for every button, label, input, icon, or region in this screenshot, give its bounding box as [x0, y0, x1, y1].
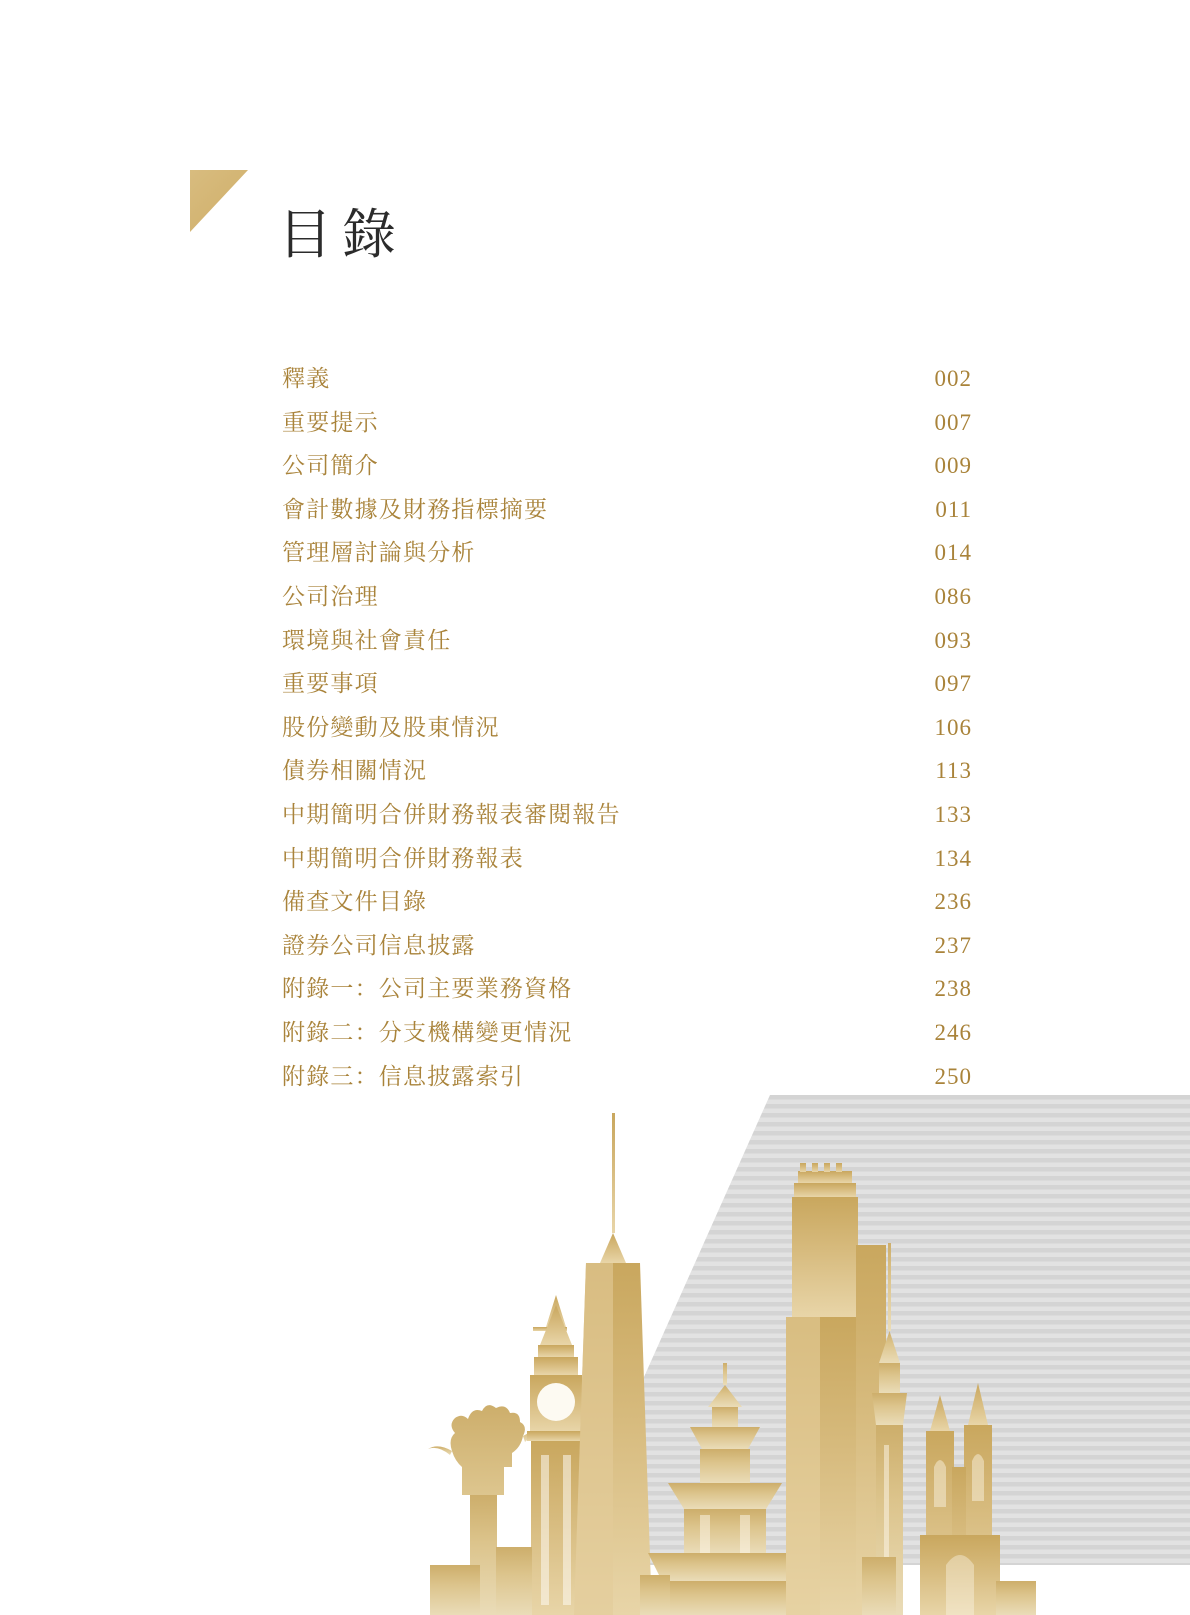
toc-entry-page: 113: [935, 758, 972, 784]
toc-entry[interactable]: [282, 491, 972, 535]
toc-entry-label: 環境與社會責任: [282, 627, 452, 653]
toc-entry-label: 重要事項: [282, 671, 379, 697]
toc-entry[interactable]: [282, 970, 972, 1014]
toc-entry-page: 086: [934, 583, 972, 609]
toc-entry-label: 釋義: [282, 366, 331, 391]
toc-entry-page: 237: [934, 932, 972, 958]
toc-entry-label: 重要提示: [282, 409, 379, 435]
toc-entry-label: 公司治理: [282, 583, 379, 609]
toc-entry-page: 133: [934, 801, 972, 827]
toc-entry[interactable]: [282, 840, 972, 884]
toc-entry-page: 250: [934, 1063, 972, 1089]
baobab-tree-icon: [428, 1405, 549, 1615]
grey-wedge: [540, 1095, 1190, 1565]
title-block: [190, 170, 406, 265]
toc-entry[interactable]: [282, 404, 972, 448]
toc-entry-page: 097: [934, 671, 972, 697]
toc-entry[interactable]: [282, 927, 972, 971]
table-of-contents: [282, 360, 972, 1101]
toc-entry[interactable]: [282, 752, 972, 796]
clock-tower-icon: [527, 1295, 585, 1615]
page-title: 目錄: [278, 205, 406, 265]
toc-entry-page: 011: [935, 496, 972, 522]
toc-entry-label: 證券公司信息披露: [282, 932, 476, 958]
toc-entry-label: 公司簡介: [282, 453, 379, 479]
needle-tower-icon: [872, 1243, 907, 1615]
toc-entry[interactable]: [282, 1014, 972, 1058]
toc-entry-page: 009: [934, 453, 972, 479]
toc-entry[interactable]: [282, 1058, 972, 1102]
toc-entry-label: 中期簡明合併財務報表: [282, 845, 524, 871]
toc-entry[interactable]: [282, 883, 972, 927]
toc-entry-label: 附錄三：信息披露索引: [282, 1063, 524, 1089]
toc-entry-label: 備查文件目錄: [282, 889, 428, 915]
toc-entry-label: 附錄一：公司主要業務資格: [282, 976, 573, 1002]
toc-entry-page: 106: [934, 714, 972, 740]
toc-entry-label: 債券相關情況: [282, 758, 428, 784]
toc-entry-label: 中期簡明合併財務報表審閱報告: [282, 801, 621, 827]
toc-entry-label: 管理層討論與分析: [282, 540, 476, 566]
toc-entry-page: 014: [934, 540, 972, 566]
toc-entry[interactable]: [282, 665, 972, 709]
toc-entry[interactable]: [282, 578, 972, 622]
toc-entry-page: 134: [934, 845, 972, 871]
toc-entry[interactable]: [282, 447, 972, 491]
toc-entry[interactable]: [282, 534, 972, 578]
toc-entry-page: 236: [934, 889, 972, 915]
toc-entry-label: 股份變動及股東情況: [282, 714, 500, 740]
toc-entry[interactable]: [282, 360, 972, 404]
skyscraper-icon: [786, 1163, 886, 1615]
toc-entry-page: 007: [934, 409, 972, 435]
gold-triangle-decoration: [190, 170, 248, 232]
toc-entry-page: 246: [934, 1019, 972, 1045]
skyline-illustration: [0, 1095, 1190, 1615]
spire-tower-icon: [574, 1113, 652, 1615]
pagoda-icon: [648, 1363, 802, 1615]
cathedral-icon: [920, 1383, 1000, 1615]
toc-entry-page: 002: [934, 366, 972, 391]
toc-entry[interactable]: [282, 622, 972, 666]
low-rise-blocks: [430, 1547, 1036, 1615]
toc-entry-page: 238: [934, 976, 972, 1002]
toc-entry-label: 會計數據及財務指標摘要: [282, 496, 549, 522]
toc-entry[interactable]: [282, 796, 972, 840]
toc-entry-label: 附錄二：分支機構變更情況: [282, 1019, 573, 1045]
toc-entry-page: 093: [934, 627, 972, 653]
toc-entry[interactable]: [282, 709, 972, 753]
